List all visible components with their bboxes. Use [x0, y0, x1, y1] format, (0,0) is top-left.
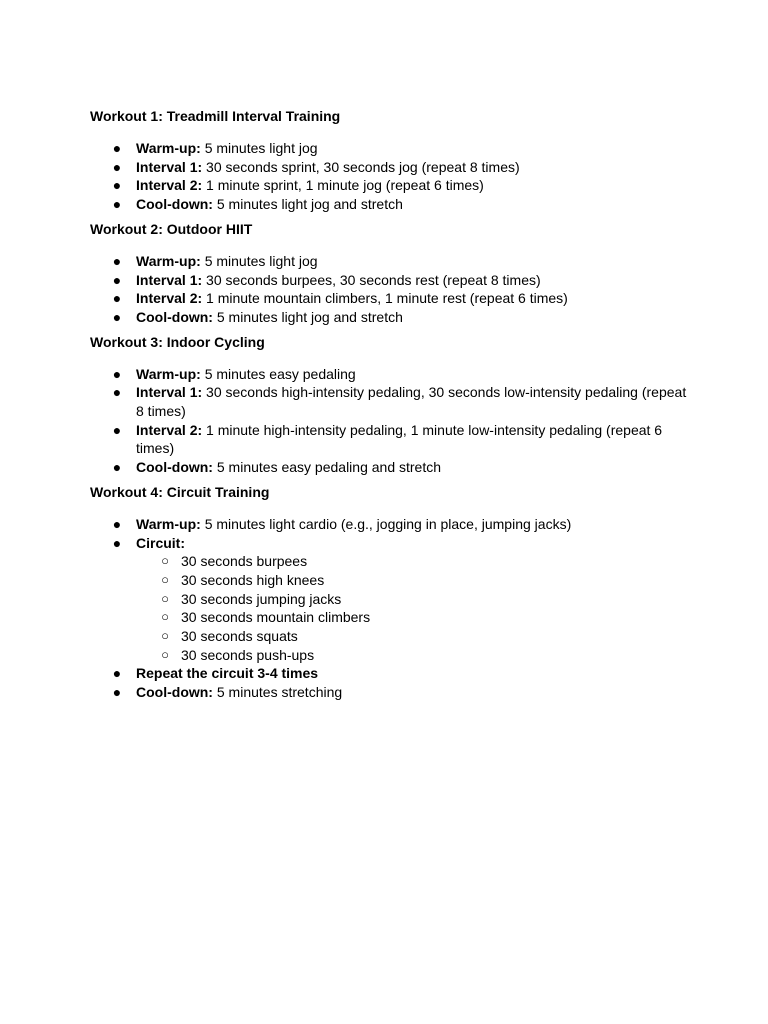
bullet-icon: ● — [112, 271, 122, 288]
sublist-item-text: 30 seconds jumping jacks — [181, 590, 342, 607]
item-label: Interval 2: — [136, 421, 203, 438]
hollow-bullet-icon: ○ — [161, 628, 169, 644]
bullet-icon: ● — [112, 515, 122, 532]
item-label: Warm-up: — [136, 515, 201, 532]
item-label: Interval 1: — [136, 271, 203, 288]
workout-heading: Workout 4: Circuit Training — [90, 483, 270, 500]
bullet-icon: ● — [112, 252, 122, 269]
workout-section — [90, 219, 690, 327]
list-item — [90, 664, 690, 683]
list-item — [90, 139, 690, 158]
bullet-icon: ● — [112, 684, 122, 701]
sublist-item-text: 30 seconds squats — [181, 628, 298, 645]
list-item — [90, 365, 690, 384]
workout-heading: Workout 2: Outdoor HIIT — [90, 220, 253, 237]
list-item — [90, 458, 690, 477]
item-label: Cool-down: — [136, 459, 213, 476]
item-text: 30 seconds burpees, 30 seconds rest (repeat 8 times) — [202, 271, 541, 288]
item-text: 30 seconds sprint, 30 seconds jog (repeat 8 times) — [202, 158, 520, 175]
workout-list — [90, 252, 690, 327]
workout-section — [90, 106, 690, 214]
list-item — [90, 421, 690, 458]
list-item — [90, 515, 690, 534]
item-text: 30 seconds high-intensity pedaling, 30 seconds low-intensity pedaling (repeat 8 times) — [136, 384, 687, 420]
sublist-item — [136, 590, 690, 609]
circuit-sublist — [136, 552, 690, 664]
sublist-item-text: 30 seconds push-ups — [181, 646, 315, 663]
sublist-item — [136, 571, 690, 590]
item-text: 5 minutes light cardio (e.g., jogging in place, jumping jacks) — [200, 515, 572, 532]
sublist-item-text: 30 seconds high knees — [181, 571, 325, 588]
workout-heading: Workout 3: Indoor Cycling — [90, 333, 265, 350]
bullet-icon: ● — [112, 196, 122, 213]
item-label: Interval 1: — [136, 384, 203, 401]
list-item — [90, 683, 690, 702]
hollow-bullet-icon: ○ — [161, 590, 169, 606]
sublist-item-text: 30 seconds burpees — [181, 553, 308, 570]
bullet-icon: ● — [112, 365, 122, 382]
list-item — [90, 158, 690, 177]
bullet-icon: ● — [112, 459, 122, 476]
bullet-icon: ● — [112, 308, 122, 325]
workout-list — [90, 139, 690, 214]
list-item — [90, 271, 690, 290]
bullet-icon: ● — [112, 421, 122, 438]
list-item — [90, 534, 690, 665]
item-text: 5 minutes stretching — [212, 684, 343, 701]
item-text: 1 minute high-intensity pedaling, 1 minute low-intensity pedaling (repeat 6 times) — [136, 421, 663, 457]
workout-heading: Workout 1: Treadmill Interval Training — [90, 108, 341, 124]
workout-section — [90, 332, 690, 477]
sublist-item — [136, 627, 690, 646]
list-item — [90, 195, 690, 214]
item-label: Repeat the circuit 3-4 times — [136, 665, 319, 682]
sublist-item — [136, 646, 690, 665]
sublist-item — [136, 552, 690, 571]
item-label: Interval 1: — [136, 158, 203, 175]
list-item — [90, 252, 690, 271]
workout-list — [90, 365, 690, 477]
hollow-bullet-icon: ○ — [161, 609, 169, 625]
bullet-icon: ● — [112, 158, 122, 175]
item-text: 5 minutes easy pedaling — [200, 365, 356, 382]
item-label: Interval 2: — [136, 177, 203, 194]
hollow-bullet-icon: ○ — [161, 571, 169, 587]
item-text: 5 minutes light jog — [200, 252, 318, 269]
list-item — [90, 176, 690, 195]
item-text: 1 minute mountain climbers, 1 minute rest (repeat 6 times) — [202, 290, 568, 307]
bullet-icon: ● — [112, 290, 122, 307]
workout-list — [90, 515, 690, 702]
list-item — [90, 308, 690, 327]
bullet-icon: ● — [112, 140, 122, 156]
item-label: Interval 2: — [136, 290, 203, 307]
item-text: 5 minutes light jog and stretch — [212, 196, 403, 213]
bullet-icon: ● — [112, 177, 122, 194]
document-body — [90, 106, 690, 702]
item-text: 5 minutes light jog — [200, 140, 318, 156]
sublist-item-text: 30 seconds mountain climbers — [181, 609, 371, 626]
bullet-icon: ● — [112, 534, 122, 551]
bullet-icon: ● — [112, 384, 122, 401]
item-label: Warm-up: — [136, 140, 201, 156]
item-label: Cool-down: — [136, 308, 213, 325]
hollow-bullet-icon: ○ — [161, 553, 169, 569]
list-item — [90, 289, 690, 308]
bullet-icon: ● — [112, 665, 122, 682]
workout-section — [90, 482, 690, 702]
sublist-item — [136, 608, 690, 627]
item-text: 5 minutes easy pedaling and stretch — [212, 459, 442, 476]
item-text: 5 minutes light jog and stretch — [212, 308, 403, 325]
hollow-bullet-icon: ○ — [161, 646, 169, 662]
item-label: Cool-down: — [136, 196, 213, 213]
item-text: 1 minute sprint, 1 minute jog (repeat 6 times) — [202, 177, 484, 194]
item-label: Warm-up: — [136, 365, 201, 382]
item-label: Warm-up: — [136, 252, 201, 269]
item-label: Cool-down: — [136, 684, 213, 701]
item-label: Circuit: — [136, 534, 185, 551]
list-item — [90, 383, 690, 420]
